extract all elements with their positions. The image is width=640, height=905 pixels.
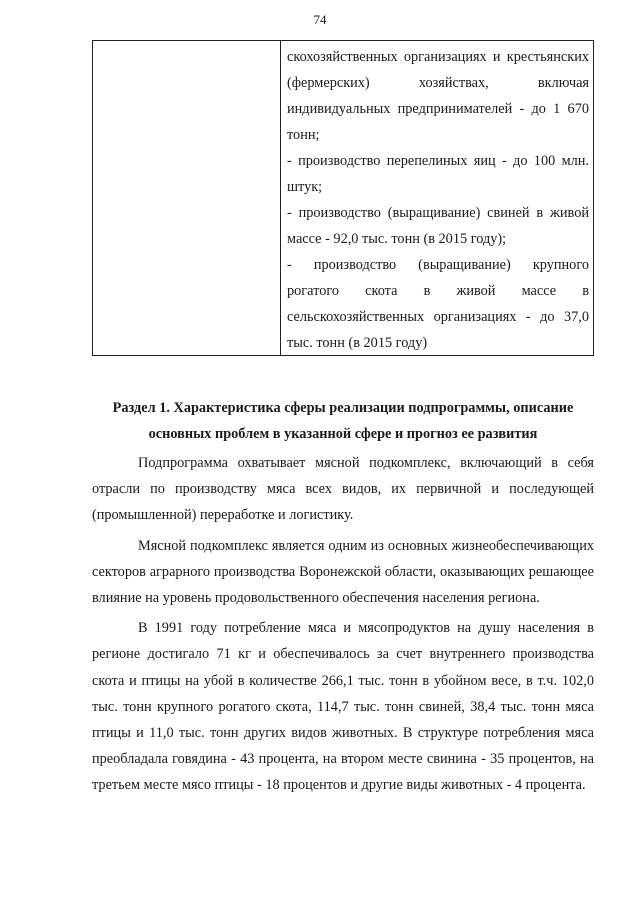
table-right-cell: [281, 41, 593, 355]
table-left-cell: [93, 41, 281, 355]
paragraph: Подпрограмма охватывает мясной подкомплекс, включающий в себя отрасли по производству мяса всех видов, их первичной и последующей (промышленной) переработке и логистику.: [92, 455, 594, 524]
paragraph: Мясной подкомплекс является одним из основных жизнеобеспечивающих секторов аграрного производства Воронежской области, оказывающих решающее влияние на уровень продовольственного обеспечения населения региона.: [92, 537, 594, 607]
table-cell-line: - производство (выращивание) свиней в живой массе - 92,0 тыс. тонн (в 2015 году);: [287, 205, 589, 247]
continued-table: [92, 40, 594, 356]
table-cell-line: - производство (выращивание) крупного рогатого скота в живой массе в сельскохозяйственных организациях - до 37,0 тыс. тонн (в 2015 году): [287, 257, 589, 351]
section-body: [92, 450, 594, 803]
paragraph: В 1991 году потребление мяса и мясопродуктов на душу населения в регионе достигало 71 кг и обеспечивалось за счет внутреннего производства скота и птицы на убой в количестве 266,1 тыс. тонн в убойном весе, в т.ч. 102,0 тыс. тонн крупного рогатого скота, 114,7 тыс. тонн свиней, 38,4 тыс. тонн мяса птицы и 11,0 тыс. тонн других видов животных. В структуре потребления мяса преобладала говядина - 43 процента, на втором месте свинина - 35 процентов, на третьем месте мясо птицы - 18 процентов и другие виды животных - 4 процента.: [92, 620, 594, 794]
table-cell-line: - производство перепелиных яиц - до 100 млн. штук;: [287, 153, 589, 195]
section-heading-line: основных проблем в указанной сфере и прогноз ее развития: [148, 426, 538, 442]
table-cell-line: скохозяйственных организациях и крестьянских (фермерских) хозяйствах, включая индивидуальных предпринимателей - до 1 670 тонн;: [287, 49, 589, 143]
page-number: 74: [313, 12, 327, 27]
section-heading-line: Раздел 1. Характеристика сферы реализации подпрограммы, описание: [112, 400, 574, 416]
section-heading: [92, 395, 594, 447]
